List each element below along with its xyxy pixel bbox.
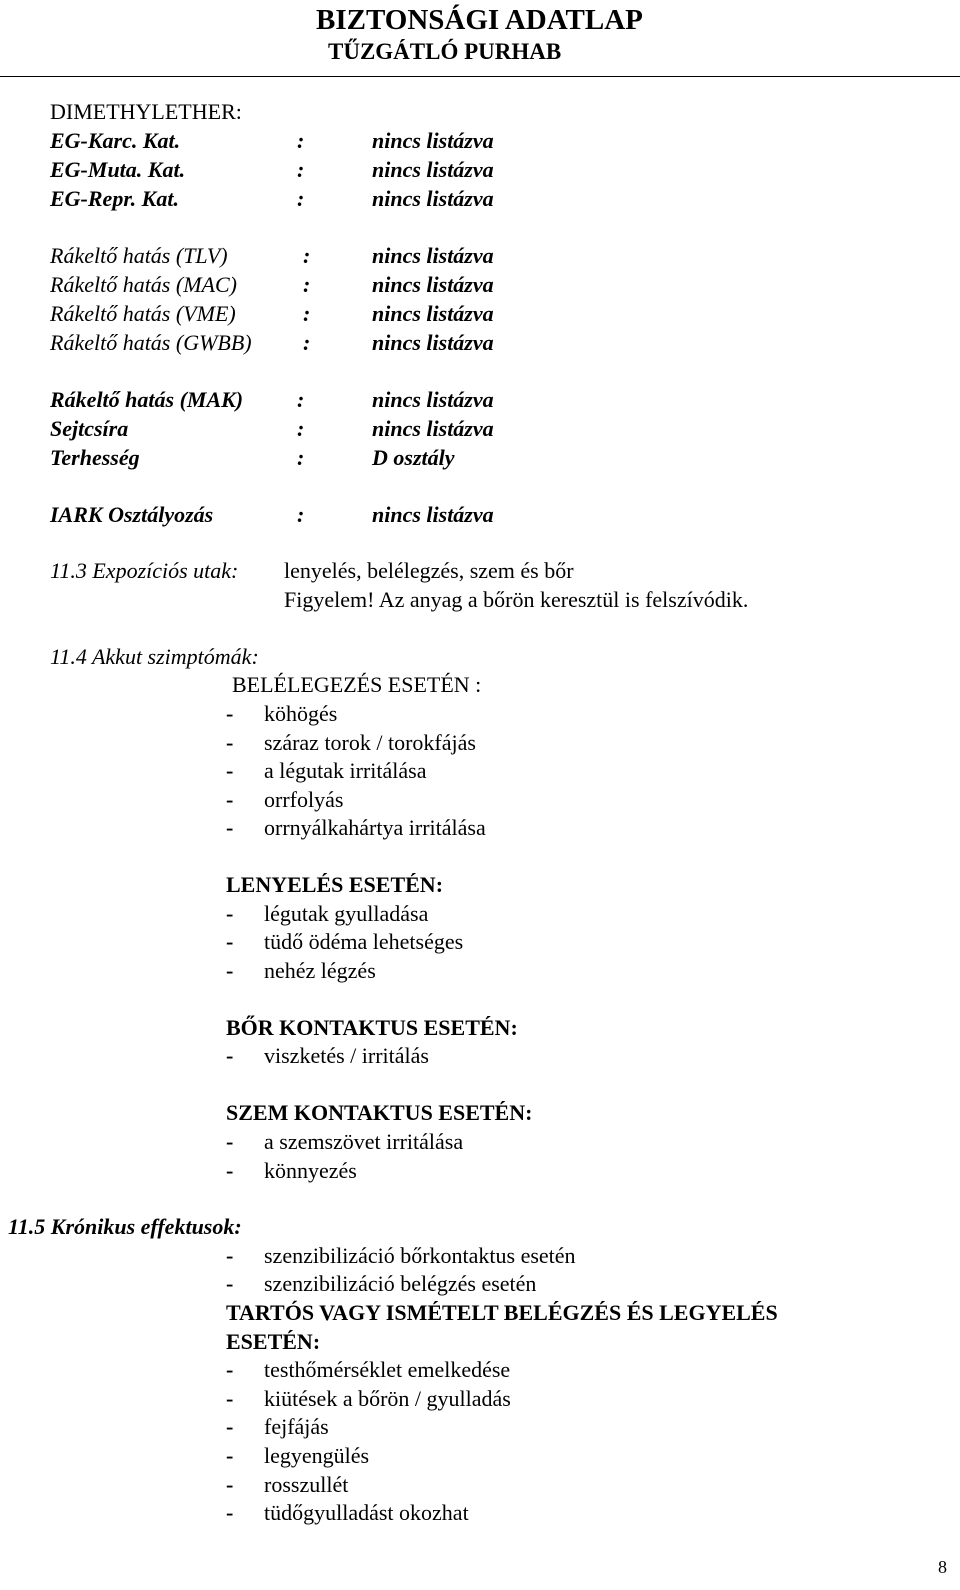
row-label: EG-Muta. Kat. xyxy=(50,157,186,182)
exposure-warning: Figyelem! Az anyag a bőrön keresztül is felszívódik. xyxy=(284,587,749,612)
row-label: Sejtcsíra xyxy=(50,416,129,441)
list-item: - légutak gyulladása xyxy=(226,901,429,926)
acute-label: 11.4 Akkut szimptómák: xyxy=(50,644,259,669)
row-label: Terhesség xyxy=(50,445,140,470)
list-item: - a szemszövet irritálása xyxy=(226,1129,464,1154)
row-label: EG-Repr. Kat. xyxy=(50,186,179,211)
row-value: nincs listázva xyxy=(372,128,494,153)
exposure-label: 11.3 Expozíciós utak: xyxy=(50,558,239,583)
iark-colon: : xyxy=(297,502,305,527)
list-item: - tüdőgyulladást okozhat xyxy=(226,1500,469,1525)
section-heading: BELÉLEGEZÉS ESETÉN : xyxy=(232,672,482,697)
iark-value: nincs listázva xyxy=(372,502,494,527)
row-value: nincs listázva xyxy=(372,416,494,441)
list-item: - testhőmérséklet emelkedése xyxy=(226,1357,511,1382)
row-colon: : xyxy=(303,301,311,326)
row-label: Rákeltő hatás (MAC) xyxy=(50,272,237,297)
list-item: - száraz torok / torokfájás xyxy=(226,730,476,755)
row-value: nincs listázva xyxy=(372,157,494,182)
row-value: nincs listázva xyxy=(372,301,494,326)
row-colon: : xyxy=(297,128,305,153)
document-title: BIZTONSÁGI ADATLAP xyxy=(316,4,643,36)
row-colon: : xyxy=(303,330,311,355)
list-item: - könnyezés xyxy=(226,1158,357,1183)
row-label: Rákeltő hatás (MAK) xyxy=(50,387,244,412)
row-colon: : xyxy=(297,387,305,412)
list-item: - legyengülés xyxy=(226,1443,370,1468)
row-label: Rákeltő hatás (TLV) xyxy=(50,243,228,268)
product-name: TŰZGÁTLÓ PURHAB xyxy=(328,39,562,64)
list-item: - fejfájás xyxy=(226,1414,329,1439)
header-rule xyxy=(0,76,960,77)
list-item: - rosszullét xyxy=(226,1472,349,1497)
list-item: - kiütések a bőrön / gyulladás xyxy=(226,1386,511,1411)
row-colon: : xyxy=(297,445,305,470)
row-value: nincs listázva xyxy=(372,186,494,211)
row-colon: : xyxy=(303,272,311,297)
iark-label: IARK Osztályozás xyxy=(50,502,214,527)
row-colon: : xyxy=(303,243,311,268)
section-heading: LENYELÉS ESETÉN: xyxy=(226,872,444,897)
section-heading-cont: ESETÉN: xyxy=(226,1329,321,1354)
row-label: EG-Karc. Kat. xyxy=(50,128,181,153)
list-item: - orrnyálkahártya irritálása xyxy=(226,815,486,840)
list-item: - orrfolyás xyxy=(226,787,344,812)
row-value: D osztály xyxy=(372,445,455,470)
row-value: nincs listázva xyxy=(372,330,494,355)
substance-name: DIMETHYLETHER: xyxy=(50,99,242,124)
row-label: Rákeltő hatás (GWBB) xyxy=(50,330,252,355)
row-label: Rákeltő hatás (VME) xyxy=(50,301,236,326)
section-heading: SZEM KONTAKTUS ESETÉN: xyxy=(226,1100,533,1125)
list-item: - tüdő ödéma lehetséges xyxy=(226,929,464,954)
list-item: - köhögés xyxy=(226,701,338,726)
section-heading: BŐR KONTAKTUS ESETÉN: xyxy=(226,1015,518,1040)
list-item: - viszketés / irritálás xyxy=(226,1043,429,1068)
row-colon: : xyxy=(297,416,305,441)
chronic-label: 11.5 Krónikus effektusok: xyxy=(8,1214,242,1239)
exposure-routes: lenyelés, belélegzés, szem és bőr xyxy=(284,558,574,583)
section-heading: TARTÓS VAGY ISMÉTELT BELÉGZÉS ÉS LEGYELÉS xyxy=(226,1300,778,1325)
row-value: nincs listázva xyxy=(372,243,494,268)
list-item: - szenzibilizáció belégzés esetén xyxy=(226,1271,537,1296)
list-item: - a légutak irritálása xyxy=(226,758,427,783)
page-number: 8 xyxy=(938,1557,947,1577)
row-colon: : xyxy=(297,186,305,211)
list-item: - nehéz légzés xyxy=(226,958,376,983)
list-item: - szenzibilizáció bőrkontaktus esetén xyxy=(226,1243,576,1268)
row-colon: : xyxy=(297,157,305,182)
row-value: nincs listázva xyxy=(372,387,494,412)
row-value: nincs listázva xyxy=(372,272,494,297)
